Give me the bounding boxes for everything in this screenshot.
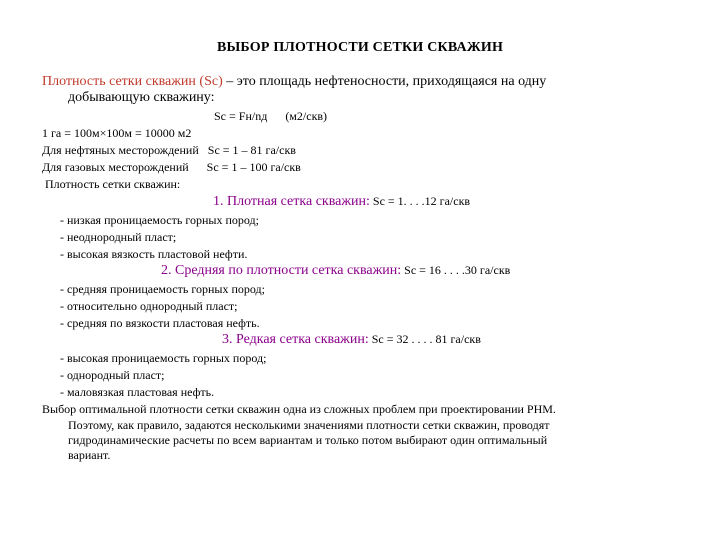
category-sparse-label: 3. Редкая сетка скважин: — [222, 332, 369, 347]
gas-fields-value: Sc = 1 – 100 га/скв — [206, 160, 301, 174]
list-item: - высокая проницаемость горных пород; — [60, 351, 267, 365]
list-item: - относительно однородный пласт; — [60, 299, 238, 313]
category-dense-label: 1. Плотная сетка скважин: — [213, 194, 370, 209]
gas-fields-label: Для газовых месторождений — [42, 160, 189, 174]
oil-fields-range — [42, 143, 296, 158]
definition-line-2: добывающую скважину: — [68, 90, 215, 105]
category-sparse-heading — [222, 332, 481, 348]
definition-line-1 — [42, 74, 546, 90]
list-item: - средняя по вязкости пластовая нефть. — [60, 316, 260, 330]
category-medium-formula: Sc = 16 . . . .30 га/скв — [401, 263, 511, 277]
category-dense-formula: Sc = 1. . . .12 га/скв — [369, 194, 471, 208]
category-dense-heading — [213, 194, 470, 210]
density-label: Плотность сетки скважин: — [45, 177, 181, 191]
list-item: - средняя проницаемость горных пород; — [60, 282, 265, 296]
conclusion-line: вариант. — [68, 448, 111, 462]
category-medium-label: 2. Средняя по плотности сетка скважин: — [161, 263, 402, 278]
gas-fields-range — [42, 160, 301, 175]
oil-fields-label: Для нефтяных месторождений — [42, 143, 199, 157]
term-highlight: Плотность сетки скважин (Sc) — [42, 74, 223, 89]
conclusion-line: гидродинамические расчеты по всем вариантам и только потом выбирают один оптимальный — [68, 433, 548, 447]
formula-unit: (м2/скв) — [285, 109, 328, 123]
conclusion-line: Поэтому, как правило, задаются несколькими значениями плотности сетки скважин, проводят — [68, 418, 550, 432]
category-medium-heading — [161, 263, 510, 279]
list-item: - однородный пласт; — [60, 368, 165, 382]
hectare-conversion: 1 га = 100м×100м = 10000 м2 — [42, 126, 192, 140]
list-item: - маловязкая пластовая нефть. — [60, 385, 215, 399]
main-formula — [214, 109, 327, 124]
list-item: - неоднородный пласт; — [60, 230, 177, 244]
list-item: - высокая вязкость пластовой нефти. — [60, 247, 248, 261]
list-item: - низкая проницаемость горных пород; — [60, 213, 259, 227]
page-title: ВЫБОР ПЛОТНОСТИ СЕТКИ СКВАЖИН — [216, 40, 504, 55]
conclusion-line: Выбор оптимальной плотности сетки скважин одна из сложных проблем при проектировании РНМ. — [42, 402, 556, 416]
definition-text: – это площадь нефтеносности, приходящаяся на одну — [222, 74, 547, 89]
formula-expression: Sc = Fн/nд — [214, 109, 268, 123]
category-sparse-formula: Sc = 32 . . . . 81 га/скв — [368, 332, 481, 346]
oil-fields-value: Sc = 1 – 81 га/скв — [207, 143, 296, 157]
